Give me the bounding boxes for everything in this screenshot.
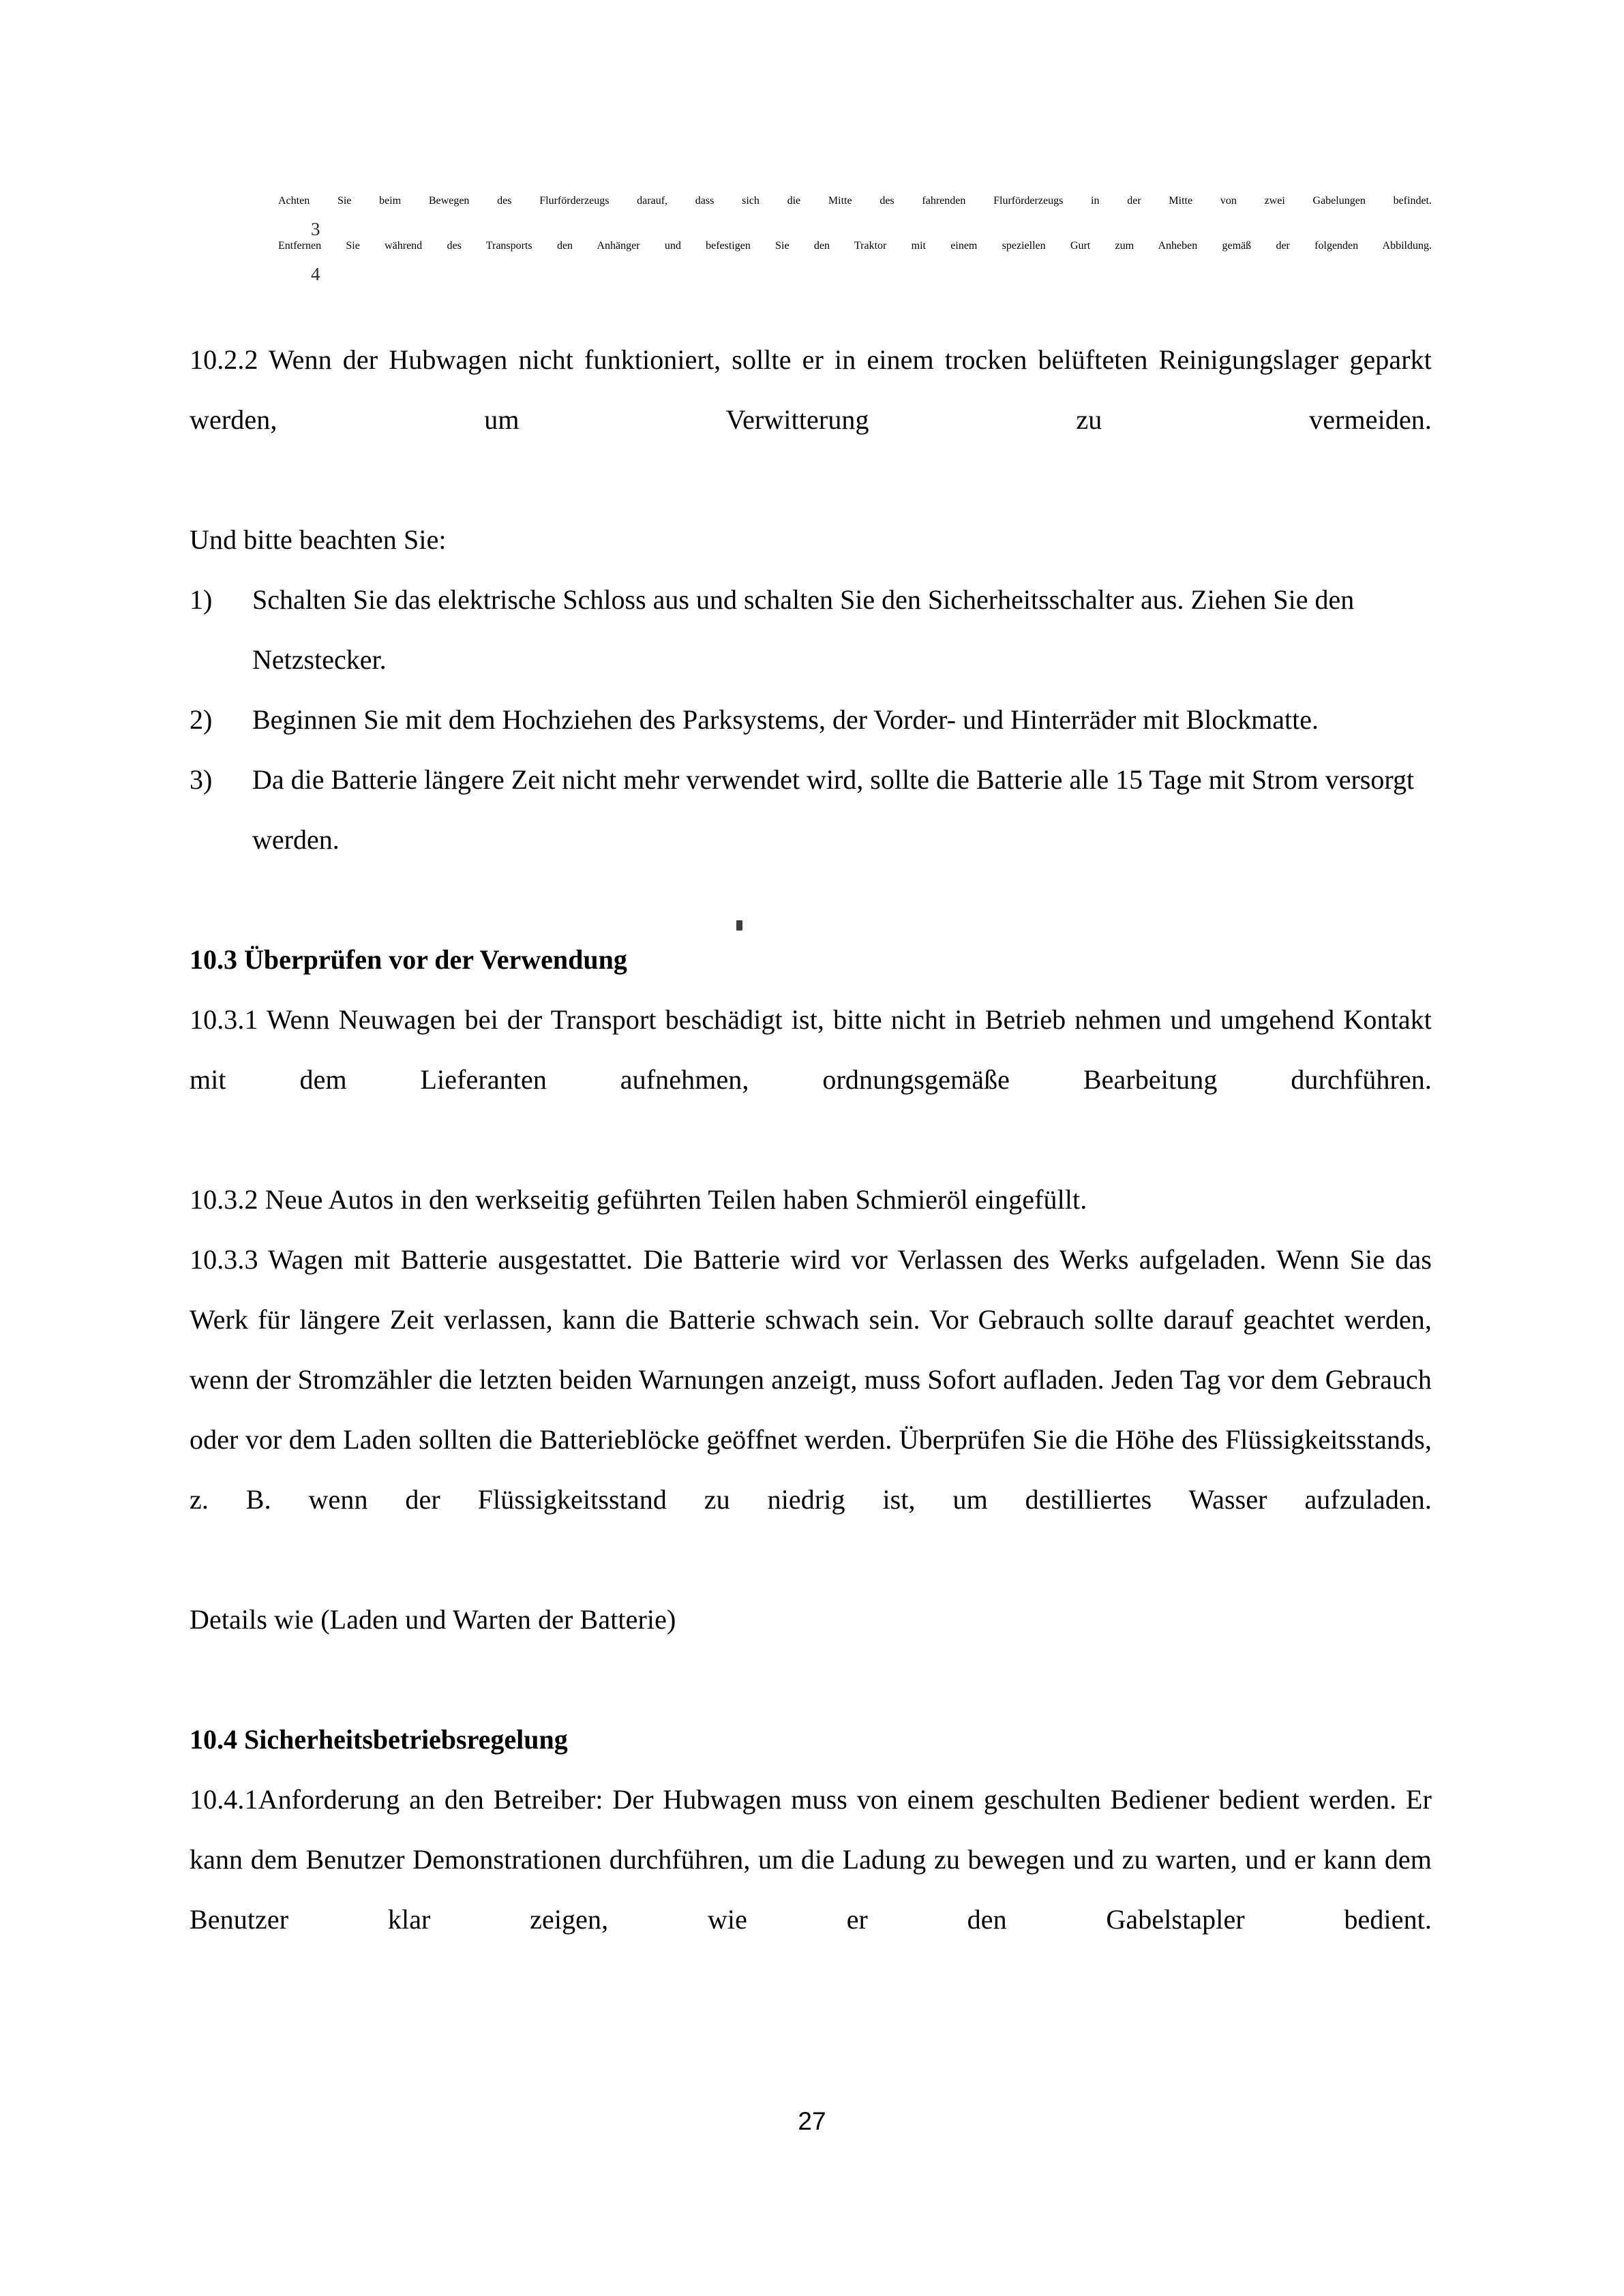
spacer [190,265,1432,330]
spacer [190,870,1432,930]
spacer [190,1650,1432,1710]
list-item-label: 2) [190,704,213,735]
list-item-text: Schalten Sie das elektrische Schloss aus und schalten Sie den Sicherheitsschalter aus. Ziehen Sie den Netzstecker. [252,584,1355,675]
paragraph-10-4-1: 10.4.1Anforderung an den Betreiber: Der Hubwagen muss von einem geschulten Bediener bedient werden. Er kann dem Benutzer Demonstrationen durchführen, um die Ladung zu bewegen und zu warten, und er kann dem Benutzer klar zeigen, wie er den Gabelstapler bedient. [190,1784,1432,1935]
item-3-text: Achten Sie beim Bewegen des Flurförderzeugs darauf, dass sich die Mitte des fahrenden Flurförderzeugs in der Mitte von zwei Gabelungen befindet. [278,195,1432,207]
paragraph-10-2-2: 10.2.2 Wenn der Hubwagen nicht funktioniert, sollte er in einem trocken belüfteten Reinigungslager geparkt werden, um Verwitterung zu vermeiden. [190,344,1432,435]
list-item-text: Beginnen Sie mit dem Hochziehen des Parksystems, der Vorder- und Hinterräder mit Blockmatte. [252,704,1319,735]
paragraph-10-3-2: 10.3.2 Neue Autos in den werkseitig geführten Teilen haben Schmieröl eingefüllt. [190,1184,1087,1215]
numbered-item-3 [190,195,1432,239]
heading-10-4: 10.4 Sicherheitsbetriebsregelung [190,1724,568,1755]
paragraph-details: Details wie (Laden und Warten der Batterie) [190,1604,676,1635]
list-item [190,690,1432,750]
page-content [190,195,1432,2010]
list-item-text: Da die Batterie längere Zeit nicht mehr verwendet wird, sollte die Batterie alle 15 Tage mit Strom versorgt werden. [252,764,1415,855]
note-intro: Und bitte beachten Sie: [190,524,447,555]
list-item [190,570,1432,690]
item-marker-3: 3 [311,219,320,239]
heading-10-3: 10.3 Überprüfen vor der Verwendung [190,930,1432,990]
instruction-list [190,570,1432,870]
page-number: 27 [798,2107,826,2135]
numbered-item-4 [190,240,1432,284]
paragraph-10-3-1: 10.3.1 Wenn Neuwagen bei der Transport beschädigt ist, bitte nicht in Betrieb nehmen und umgehend Kontakt mit dem Lieferanten aufnehmen, ordnungsgemäße Bearbeitung durchführen. [190,1004,1432,1095]
item-marker-4: 4 [311,264,320,284]
item-4-text: Entfernen Sie während des Transports den Anhänger und befestigen Sie den Traktor mit einem speziellen Gurt zum Anheben gemäß der folgenden Abbildung. [278,240,1432,252]
list-item-label: 3) [190,764,213,795]
list-item-label: 1) [190,584,213,615]
list-item [190,750,1432,870]
paragraph-10-3-3: 10.3.3 Wagen mit Batterie ausgestattet. Die Batterie wird vor Verlassen des Werks aufgeladen. Wenn Sie das Werk für längere Zeit verlassen, kann die Batterie schwach sein. Vor Gebrauch sollte darauf geachtet werden, wenn der Stromzähler die letzten beiden Warnungen anzeigt, muss Sofort aufladen. Jeden Tag vor dem Gebrauch oder vor dem Laden sollten die Batterieblöcke geöffnet werden. Überprüfen Sie die Höhe des Flüssigkeitsstands, z. B. wenn der Flüssigkeitsstand zu niedrig ist, um destilliertes Wasser aufzuladen. [190,1244,1432,1515]
spacer [190,220,1432,240]
